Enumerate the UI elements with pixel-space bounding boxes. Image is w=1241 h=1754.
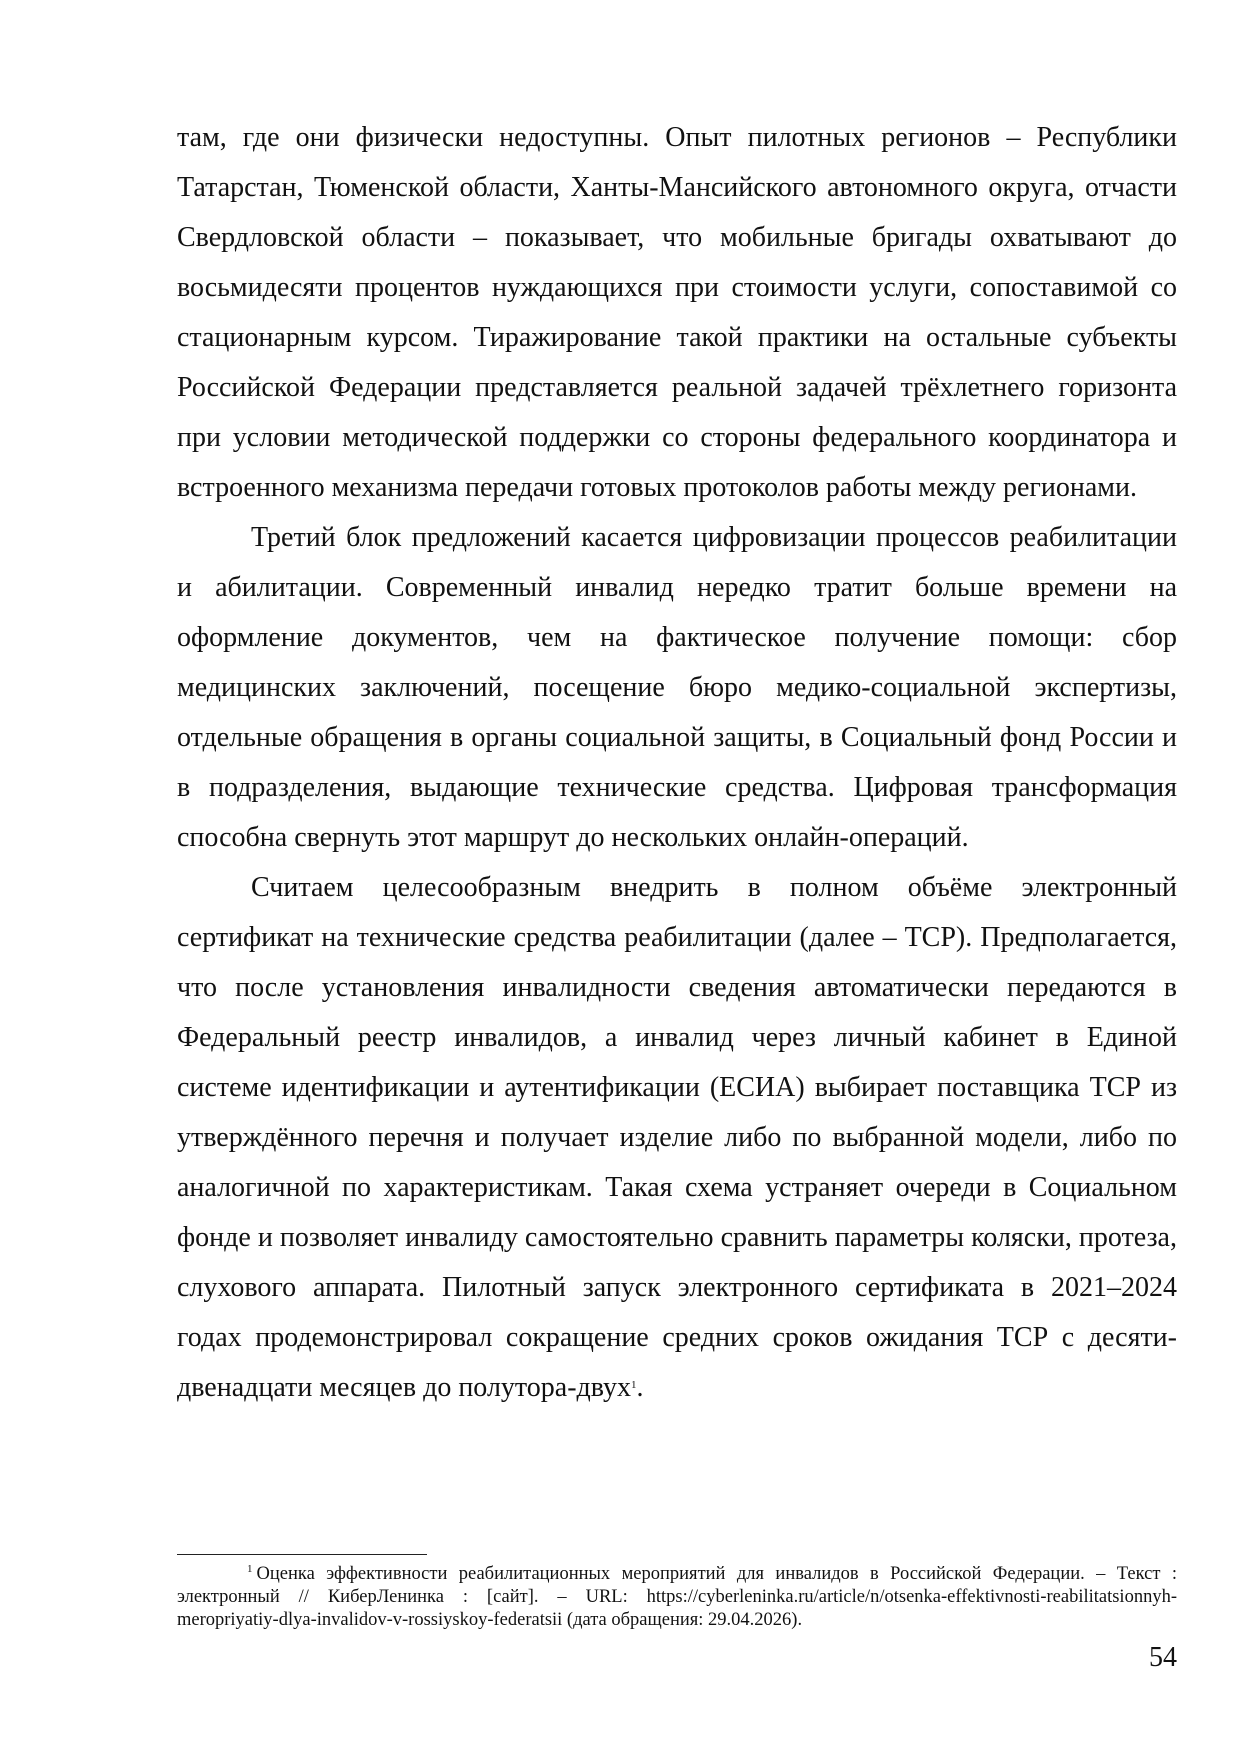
footnote-number: 1 <box>247 1562 253 1575</box>
footnote-text: Оценка эффективности реабилитационных мероприятий для инвалидов в Российской Федерации. – Текст : электронный // КиберЛенинка : [сайт]. – URL: https://cyberleninka.ru/article/n/otsenka-effektivnosti-reabilitatsionnyh-meropriyatiy-dlya-invalidov-v-rossiyskoy-federatsii (дата обращения: 29.04.2026). <box>177 1564 1177 1630</box>
body-text <box>177 113 1177 1413</box>
footnote-separator <box>177 1554 427 1555</box>
paragraph-tail: . <box>636 1372 644 1403</box>
paragraph-text: Считаем целесообразным внедрить в полном объёме электронный сертификат на технические средства реабилитации (далее – ТСР). Предполагается, что после установления инвалидности сведения автоматически передаются в Федеральный реестр инвалидов, а инвалид через личный кабинет в Единой системе идентификации и аутентификации (ЕСИА) выбирает поставщика ТСР из утверждённого перечня и получает изделие либо по выбранной модели, либо по аналогичной по характеристикам. Такая схема устраняет очереди в Социальном фонде и позволяет инвалиду самостоятельно сравнить параметры коляски, протеза, слухового аппарата. Пилотный запуск электронного сертификата в 2021–2024 годах продемонстрировал сокращение средних сроков ожидания ТСР с десяти-двенадцати месяцев до полутора-двух <box>177 872 1177 1403</box>
page-number: 54 <box>1149 1642 1177 1673</box>
paragraph-continuation: там, где они физически недоступны. Опыт пилотных регионов – Республики Татарстан, Тюменской области, Ханты-Мансийского автономного округа, отчасти Свердловской области – показывает, что мобильные бригады охватывают до восьмидесяти процентов нуждающихся при стоимости услуги, сопоставимой со стационарным курсом. Тиражирование такой практики на остальные субъекты Российской Федерации представляется реальной задачей трёхлетнего горизонта при условии методической поддержки со стороны федерального координатора и встроенного механизма передачи готовых протоколов работы между регионами. <box>177 122 1177 503</box>
paragraph-digitalization: Третий блок предложений касается цифровизации процессов реабилитации и абилитации. Современный инвалид нередко тратит больше времени на оформление документов, чем на фактическое получение помощи: сбор медицинских заключений, посещение бюро медико-социальной экспертизы, отдельные обращения в органы социальной защиты, в Социальный фонд России и в подразделения, выдающие технические средства. Цифровая трансформация способна свернуть этот маршрут до нескольких онлайн-операций. <box>177 522 1177 853</box>
footnote <box>177 1563 1177 1632</box>
footnote-reference[interactable]: 1 <box>631 1378 637 1391</box>
paragraph-electronic-certificate <box>177 863 1177 1413</box>
